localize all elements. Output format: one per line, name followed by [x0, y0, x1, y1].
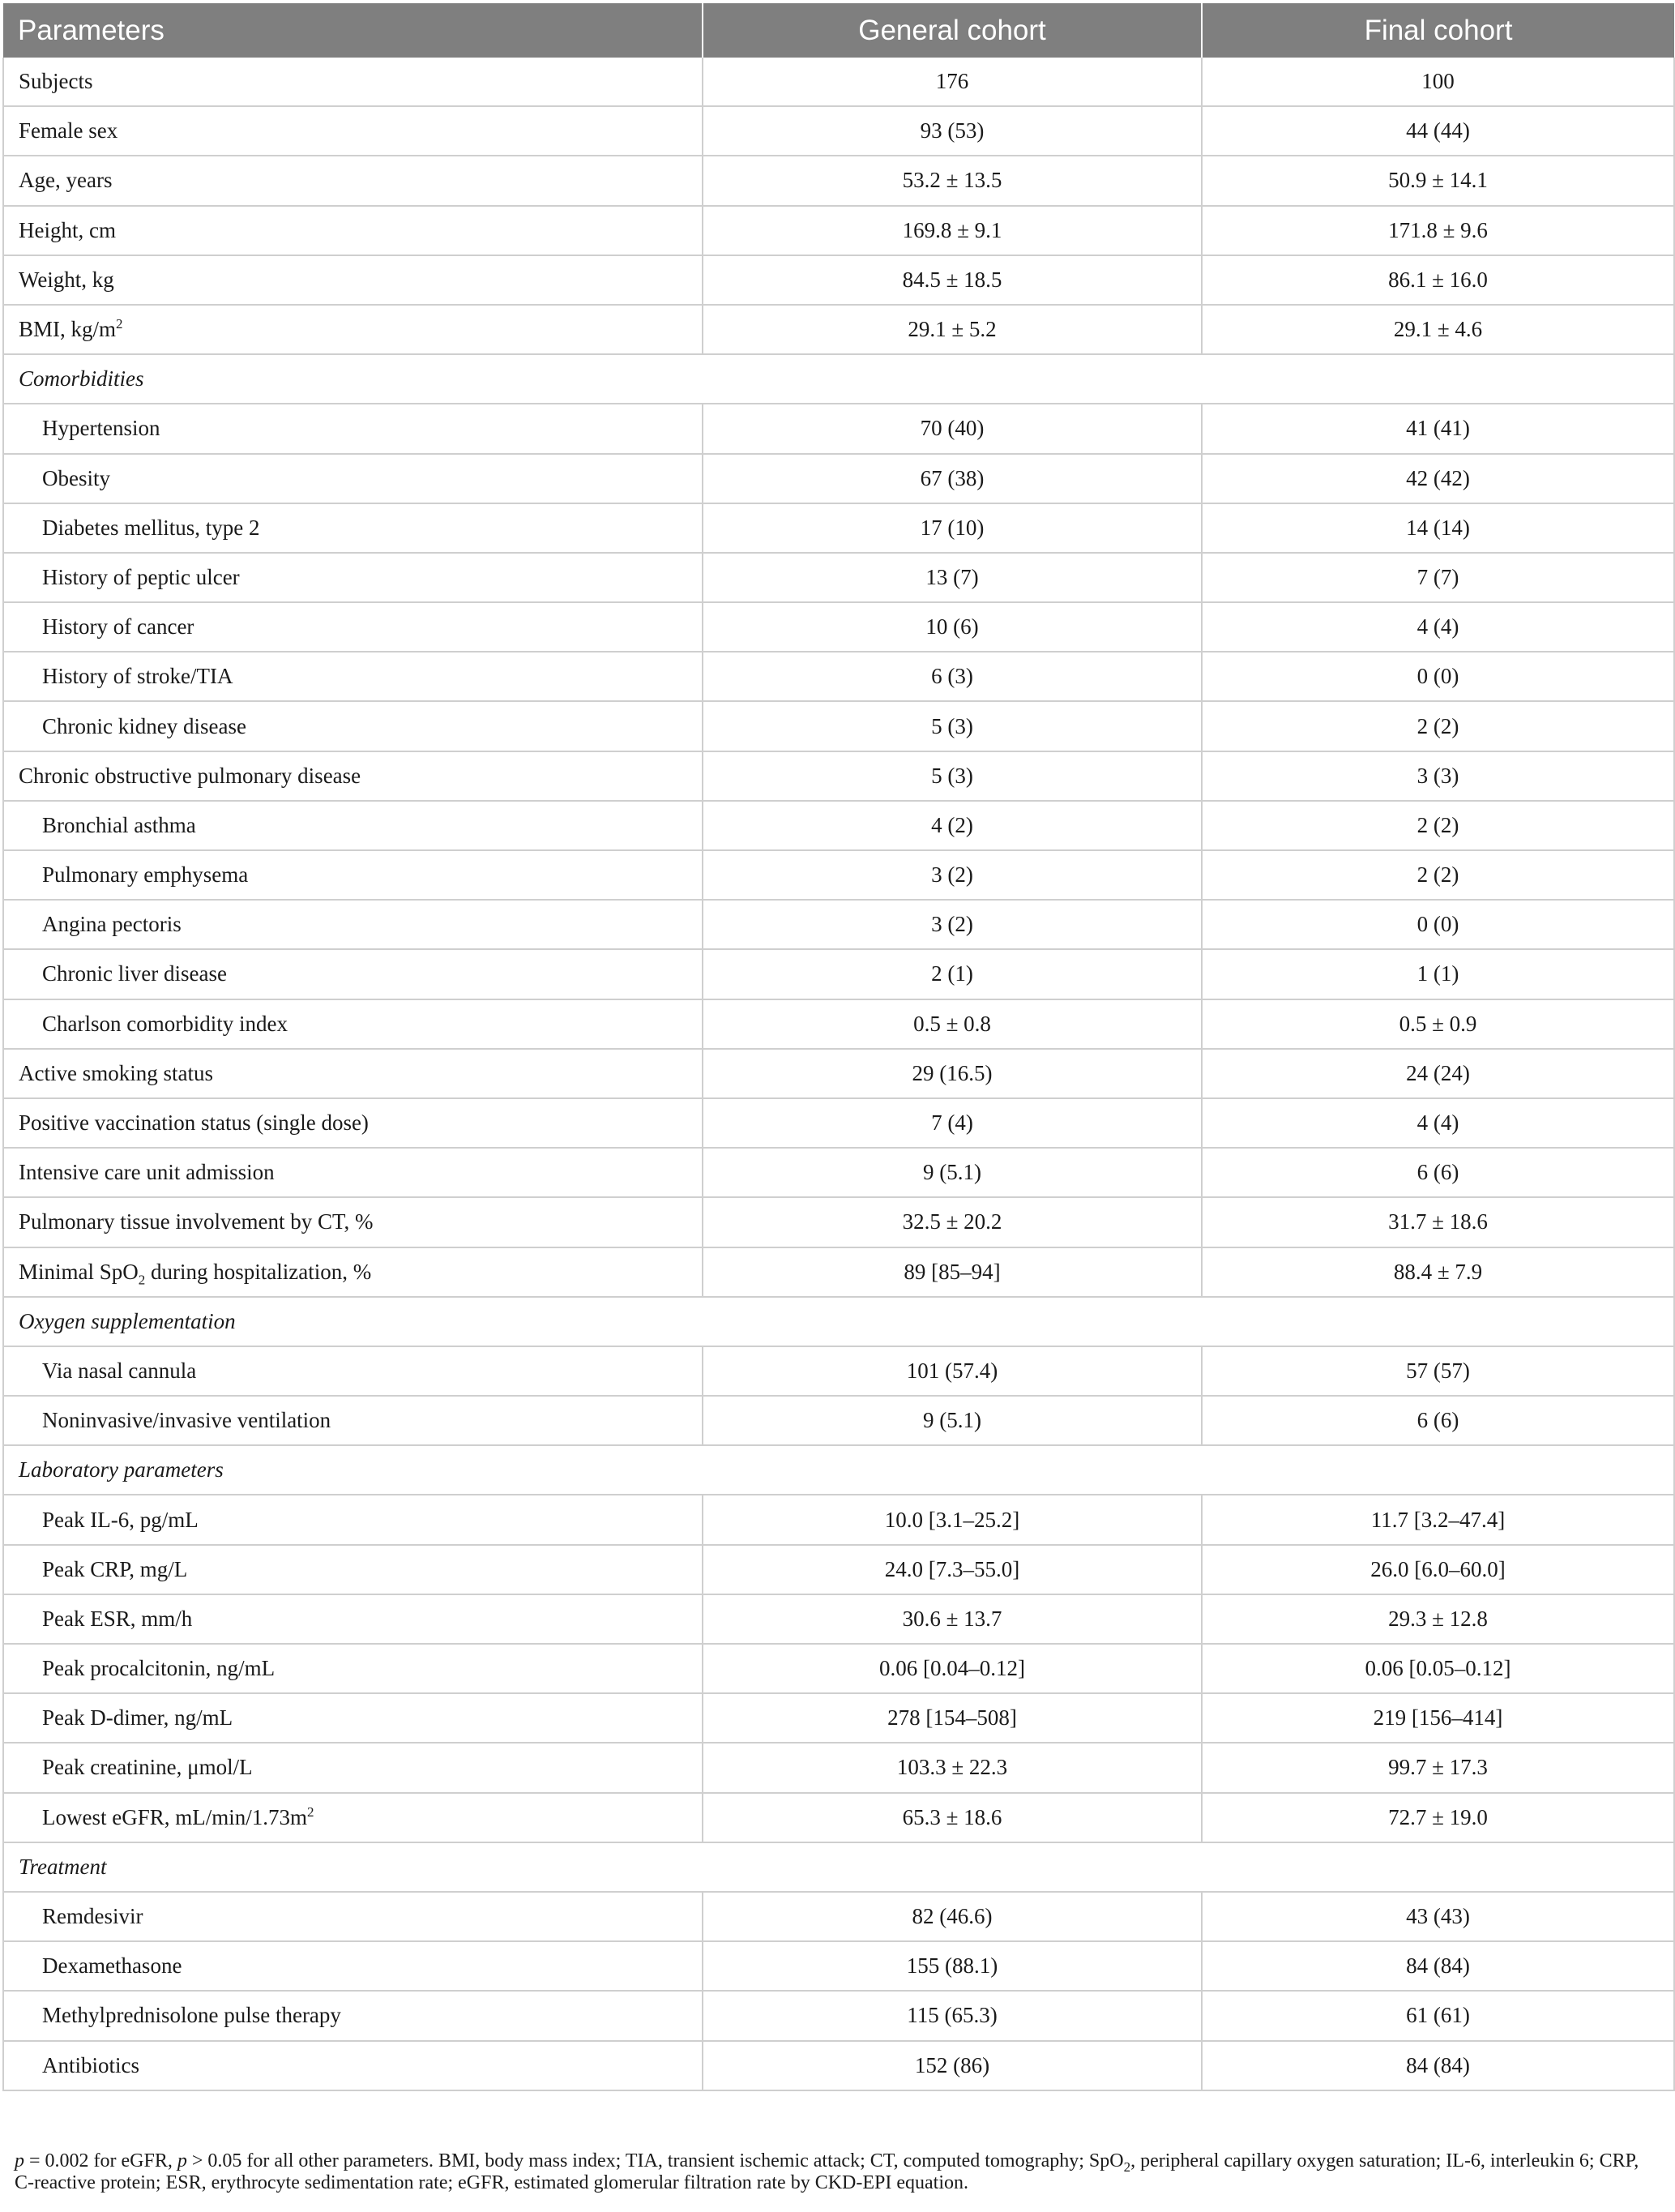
general-cohort-value: 29.1 ± 5.2	[703, 305, 1202, 354]
parameter-cell	[3, 1941, 703, 1991]
final-cohort-value: 43 (43)	[1202, 1892, 1674, 1941]
general-cohort-value: 65.3 ± 18.6	[703, 1793, 1202, 1842]
general-cohort-value: 9 (5.1)	[703, 1148, 1202, 1197]
general-cohort-value: 2 (1)	[703, 949, 1202, 999]
general-cohort-value: 101 (57.4)	[703, 1346, 1202, 1396]
table-row	[3, 503, 1674, 553]
general-cohort-value: 4 (2)	[703, 801, 1202, 850]
final-cohort-value: 14 (14)	[1202, 503, 1674, 553]
footnote-text-3: , peripheral capillary oxygen saturation; IL-6, interleukin 6; CRP, C-reactive protein; ESR, erythrocyte sedimentation rate; eGFR, estimated glomerular filtration rate by CKD-EPI equation.	[15, 2150, 1639, 2193]
parameter-cell	[3, 1049, 703, 1098]
final-cohort-value: 84 (84)	[1202, 2041, 1674, 2090]
table-row	[3, 1693, 1674, 1743]
parameter-label: Via nasal cannula	[42, 1358, 197, 1383]
parameter-label: Positive vaccination status (single dose)	[19, 1110, 369, 1136]
footnote-subscript: 2	[1123, 2159, 1131, 2175]
parameter-cell	[3, 156, 703, 205]
footnote-text-1: = 0.002 for eGFR,	[24, 2150, 177, 2171]
final-cohort-value: 171.8 ± 9.6	[1202, 206, 1674, 255]
parameter-label: Chronic kidney disease	[42, 713, 246, 738]
general-cohort-value: 0.5 ± 0.8	[703, 999, 1202, 1049]
parameter-label: Angina pectoris	[42, 912, 182, 937]
general-cohort-value: 30.6 ± 13.7	[703, 1594, 1202, 1644]
parameter-cell	[3, 255, 703, 305]
parameter-cell	[3, 106, 703, 156]
final-cohort-value: 84 (84)	[1202, 1941, 1674, 1991]
general-cohort-value: 103.3 ± 22.3	[703, 1743, 1202, 1792]
table-header-row	[3, 3, 1674, 58]
table-row	[3, 1197, 1674, 1247]
parameter-label: Antibiotics	[42, 2052, 139, 2077]
final-cohort-value: 4 (4)	[1202, 1098, 1674, 1148]
parameter-label: BMI, kg/m	[19, 317, 117, 342]
final-cohort-value: 41 (41)	[1202, 404, 1674, 453]
parameter-cell	[3, 503, 703, 553]
parameter-label: Active smoking status	[19, 1060, 213, 1085]
parameter-cell	[3, 404, 703, 453]
table-section-row	[3, 1297, 1674, 1346]
table-row	[3, 156, 1674, 205]
general-cohort-value: 115 (65.3)	[703, 1991, 1202, 2040]
final-cohort-value: 99.7 ± 17.3	[1202, 1743, 1674, 1792]
parameter-cell	[3, 206, 703, 255]
table-row	[3, 1396, 1674, 1445]
parameter-cell	[3, 1148, 703, 1197]
general-cohort-value: 3 (2)	[703, 850, 1202, 900]
parameter-cell	[3, 454, 703, 503]
final-cohort-value: 61 (61)	[1202, 1991, 1674, 2040]
general-cohort-value: 93 (53)	[703, 106, 1202, 156]
footnote-p-symbol: p	[177, 2150, 187, 2171]
final-cohort-value: 7 (7)	[1202, 553, 1674, 602]
parameter-cell	[3, 949, 703, 999]
final-cohort-value: 88.4 ± 7.9	[1202, 1247, 1674, 1297]
parameter-cell	[3, 1197, 703, 1247]
parameter-cell	[3, 850, 703, 900]
table-row	[3, 949, 1674, 999]
section-heading-cell	[3, 354, 1674, 404]
general-cohort-value: 53.2 ± 13.5	[703, 156, 1202, 205]
final-cohort-value: 2 (2)	[1202, 701, 1674, 751]
final-cohort-value: 6 (6)	[1202, 1148, 1674, 1197]
table-row	[3, 1941, 1674, 1991]
parameter-cell	[3, 1693, 703, 1743]
parameter-cell	[3, 1545, 703, 1594]
footnote-p-symbol: p	[15, 2150, 24, 2171]
table-row	[3, 1743, 1674, 1792]
parameter-label: History of stroke/TIA	[42, 664, 233, 689]
final-cohort-value: 31.7 ± 18.6	[1202, 1197, 1674, 1247]
parameter-cell	[3, 701, 703, 751]
parameter-label: Peak procalcitonin, ng/mL	[42, 1656, 276, 1681]
general-cohort-value: 152 (86)	[703, 2041, 1202, 2090]
table-row	[3, 1644, 1674, 1693]
parameter-label: Hypertension	[42, 416, 160, 441]
general-cohort-value: 5 (3)	[703, 751, 1202, 801]
parameter-label: Peak D-dimer, ng/mL	[42, 1705, 233, 1731]
table-row	[3, 999, 1674, 1049]
general-cohort-value: 84.5 ± 18.5	[703, 255, 1202, 305]
general-cohort-value: 17 (10)	[703, 503, 1202, 553]
parameter-cell	[3, 553, 703, 602]
parameter-cell	[3, 305, 703, 354]
final-cohort-value: 42 (42)	[1202, 454, 1674, 503]
table-row	[3, 1247, 1674, 1297]
general-cohort-value: 7 (4)	[703, 1098, 1202, 1148]
general-cohort-value: 82 (46.6)	[703, 1892, 1202, 1941]
final-cohort-value: 44 (44)	[1202, 106, 1674, 156]
parameter-label: Oxygen supplementation	[19, 1308, 236, 1333]
parameter-cell	[3, 1743, 703, 1792]
parameter-cell	[3, 58, 703, 106]
parameter-label: Lowest eGFR, mL/min/1.73m	[42, 1804, 307, 1829]
parameter-label: Peak CRP, mg/L	[42, 1556, 188, 1581]
final-cohort-value: 86.1 ± 16.0	[1202, 255, 1674, 305]
cohort-characteristics-table	[2, 3, 1675, 2091]
general-cohort-value: 6 (3)	[703, 652, 1202, 701]
final-cohort-value: 2 (2)	[1202, 801, 1674, 850]
final-cohort-value: 24 (24)	[1202, 1049, 1674, 1098]
table-row	[3, 1991, 1674, 2040]
parameter-cell	[3, 1594, 703, 1644]
table-row	[3, 1892, 1674, 1941]
final-cohort-value: 26.0 [6.0–60.0]	[1202, 1545, 1674, 1594]
parameter-label: Treatment	[19, 1854, 107, 1879]
parameter-label: Peak creatinine, μmol/L	[42, 1755, 253, 1780]
parameter-cell	[3, 1396, 703, 1445]
parameter-cell	[3, 1495, 703, 1544]
parameter-label: Comorbidities	[19, 366, 144, 391]
table-row	[3, 454, 1674, 503]
general-cohort-value: 5 (3)	[703, 701, 1202, 751]
parameter-cell	[3, 999, 703, 1049]
parameter-cell	[3, 1098, 703, 1148]
parameter-label: Height, cm	[19, 217, 116, 242]
parameter-cell	[3, 652, 703, 701]
general-cohort-value: 70 (40)	[703, 404, 1202, 453]
section-heading-cell	[3, 1297, 1674, 1346]
general-cohort-value: 278 [154–508]	[703, 1693, 1202, 1743]
general-cohort-value: 24.0 [7.3–55.0]	[703, 1545, 1202, 1594]
table-row	[3, 1098, 1674, 1148]
section-heading-cell	[3, 1445, 1674, 1495]
final-cohort-value: 0 (0)	[1202, 900, 1674, 949]
final-cohort-value: 72.7 ± 19.0	[1202, 1793, 1674, 1842]
header-final-cohort: Final cohort	[1202, 3, 1674, 58]
table-row	[3, 1793, 1674, 1842]
parameter-label: Chronic obstructive pulmonary disease	[19, 763, 361, 788]
table-section-row	[3, 1842, 1674, 1892]
cohort-table-container	[2, 3, 1673, 2091]
table-row	[3, 206, 1674, 255]
parameter-label: Minimal SpO	[19, 1259, 139, 1284]
table-row	[3, 1049, 1674, 1098]
parameter-superscript: 2	[307, 1803, 314, 1820]
parameter-label-tail: during hospitalization, %	[145, 1259, 372, 1284]
final-cohort-value: 50.9 ± 14.1	[1202, 156, 1674, 205]
parameter-label: Charlson comorbidity index	[42, 1011, 288, 1036]
parameter-cell	[3, 801, 703, 850]
parameter-label: Laboratory parameters	[19, 1457, 224, 1483]
general-cohort-value: 176	[703, 58, 1202, 106]
section-heading-cell	[3, 1842, 1674, 1892]
table-row	[3, 1495, 1674, 1544]
final-cohort-value: 0.06 [0.05–0.12]	[1202, 1644, 1674, 1693]
table-row	[3, 2041, 1674, 2090]
table-row	[3, 1346, 1674, 1396]
general-cohort-value: 13 (7)	[703, 553, 1202, 602]
table-row	[3, 1545, 1674, 1594]
final-cohort-value: 6 (6)	[1202, 1396, 1674, 1445]
table-section-row	[3, 354, 1674, 404]
parameter-label: Chronic liver disease	[42, 961, 227, 986]
final-cohort-value: 29.3 ± 12.8	[1202, 1594, 1674, 1644]
final-cohort-value: 3 (3)	[1202, 751, 1674, 801]
table-row	[3, 701, 1674, 751]
parameter-label: Obesity	[42, 465, 110, 490]
table-row	[3, 1594, 1674, 1644]
parameter-label: Pulmonary tissue involvement by CT, %	[19, 1209, 374, 1234]
parameter-cell	[3, 751, 703, 801]
parameter-cell	[3, 602, 703, 652]
header-general-cohort: General cohort	[703, 3, 1202, 58]
table-body	[3, 58, 1674, 2090]
parameter-label: Female sex	[19, 118, 118, 143]
table-row	[3, 751, 1674, 801]
parameter-cell	[3, 1892, 703, 1941]
parameter-cell	[3, 1644, 703, 1693]
table-row	[3, 106, 1674, 156]
final-cohort-value: 29.1 ± 4.6	[1202, 305, 1674, 354]
header-parameters: Parameters	[3, 3, 703, 58]
parameter-cell	[3, 1793, 703, 1842]
parameter-label: Subjects	[19, 69, 93, 94]
parameter-label: Diabetes mellitus, type 2	[42, 515, 260, 540]
parameter-label: Noninvasive/invasive ventilation	[42, 1408, 331, 1433]
parameter-label: History of cancer	[42, 614, 194, 640]
parameter-label: Weight, kg	[19, 267, 114, 292]
parameter-cell	[3, 1991, 703, 2040]
parameter-label: Bronchial asthma	[42, 812, 196, 837]
general-cohort-value: 169.8 ± 9.1	[703, 206, 1202, 255]
general-cohort-value: 0.06 [0.04–0.12]	[703, 1644, 1202, 1693]
table-row	[3, 58, 1674, 106]
parameter-cell	[3, 1247, 703, 1297]
parameter-label: Dexamethasone	[42, 1953, 182, 1979]
parameter-cell	[3, 2041, 703, 2090]
parameter-label: Pulmonary emphysema	[42, 862, 249, 888]
table-row	[3, 652, 1674, 701]
footnote-text-2: > 0.05 for all other parameters. BMI, body mass index; TIA, transient ischemic attack; CT, computed tomography; SpO	[186, 2150, 1124, 2171]
final-cohort-value: 0.5 ± 0.9	[1202, 999, 1674, 1049]
table-row	[3, 553, 1674, 602]
parameter-cell	[3, 1346, 703, 1396]
parameter-label: Remdesivir	[42, 1904, 143, 1929]
general-cohort-value: 3 (2)	[703, 900, 1202, 949]
general-cohort-value: 10 (6)	[703, 602, 1202, 652]
final-cohort-value: 100	[1202, 58, 1674, 106]
parameter-label: Peak ESR, mm/h	[42, 1606, 193, 1631]
final-cohort-value: 219 [156–414]	[1202, 1693, 1674, 1743]
table-footnote	[15, 2150, 1660, 2194]
table-row	[3, 305, 1674, 354]
table-row	[3, 900, 1674, 949]
table-row	[3, 850, 1674, 900]
final-cohort-value: 57 (57)	[1202, 1346, 1674, 1396]
final-cohort-value: 4 (4)	[1202, 602, 1674, 652]
general-cohort-value: 155 (88.1)	[703, 1941, 1202, 1991]
table-row	[3, 255, 1674, 305]
parameter-superscript: 2	[116, 316, 123, 332]
parameter-label: Age, years	[19, 168, 113, 193]
general-cohort-value: 89 [85–94]	[703, 1247, 1202, 1297]
final-cohort-value: 1 (1)	[1202, 949, 1674, 999]
table-section-row	[3, 1445, 1674, 1495]
table-row	[3, 801, 1674, 850]
parameter-label: Peak IL-6, pg/mL	[42, 1507, 199, 1532]
parameter-label: History of peptic ulcer	[42, 564, 240, 589]
final-cohort-value: 0 (0)	[1202, 652, 1674, 701]
parameter-label: Intensive care unit admission	[19, 1160, 275, 1185]
table-row	[3, 1148, 1674, 1197]
general-cohort-value: 29 (16.5)	[703, 1049, 1202, 1098]
table-row	[3, 404, 1674, 453]
table-row	[3, 602, 1674, 652]
final-cohort-value: 2 (2)	[1202, 850, 1674, 900]
general-cohort-value: 9 (5.1)	[703, 1396, 1202, 1445]
final-cohort-value: 11.7 [3.2–47.4]	[1202, 1495, 1674, 1544]
general-cohort-value: 67 (38)	[703, 454, 1202, 503]
general-cohort-value: 32.5 ± 20.2	[703, 1197, 1202, 1247]
parameter-label: Methylprednisolone pulse therapy	[42, 2003, 341, 2028]
parameter-subscript: 2	[138, 1271, 146, 1287]
general-cohort-value: 10.0 [3.1–25.2]	[703, 1495, 1202, 1544]
parameter-cell	[3, 900, 703, 949]
